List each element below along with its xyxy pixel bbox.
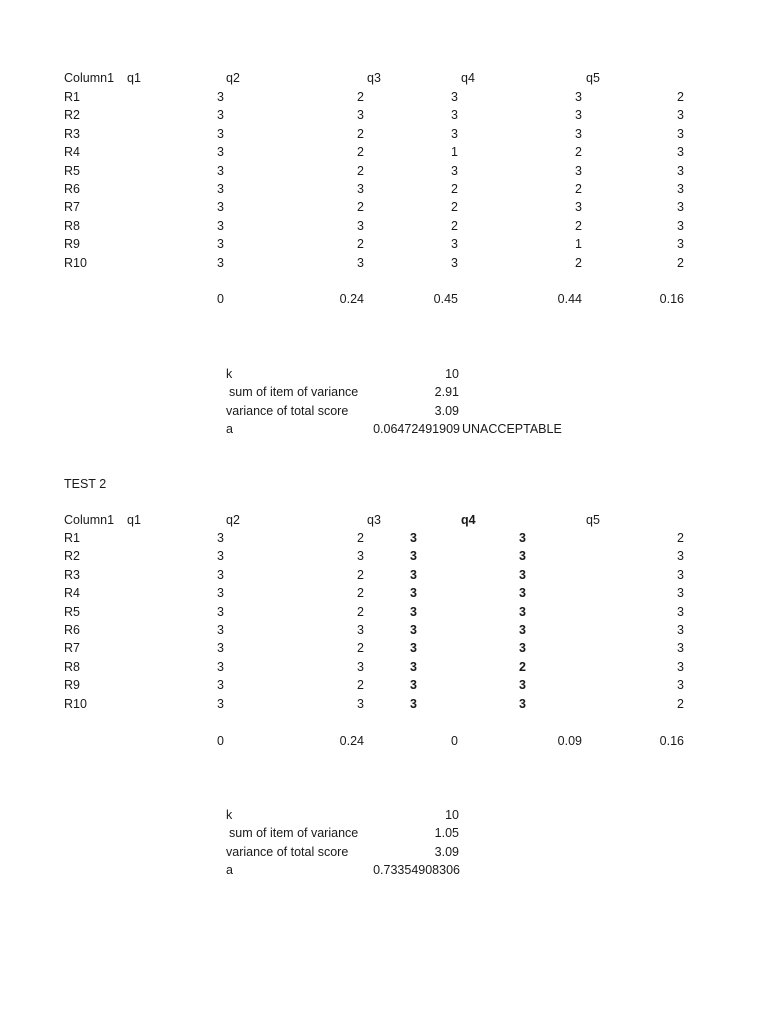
test1-variance-q1: 0 [217,292,224,306]
test2-cell: 3 [217,586,224,601]
test1-cell: 2 [451,182,458,196]
test1-cell: 3 [217,237,224,252]
test2-total-value: 3.09 [434,845,459,859]
test2-cell: 3 [519,678,526,693]
test2-row-label: R5 [64,604,80,619]
test1-cell: 3 [357,182,364,196]
test2-k-value: 10 [445,808,459,822]
test1-cell: 2 [357,163,364,178]
test2-cell: 3 [357,659,364,674]
test1-verdict: UNACCEPTABLE [462,422,562,436]
test1-a-value: 0.06472491909 [373,422,460,436]
test1-header-q2: q2 [226,71,240,85]
test1-cell: 3 [357,255,364,270]
test2-total-label: variance of total score [226,845,349,859]
test2-row-label: R6 [64,623,80,637]
test2-cell: 3 [357,549,364,564]
test1-cell: 3 [217,218,224,233]
test1-cell: 3 [575,90,582,104]
test2-cell: 2 [357,531,364,545]
test1-cell: 3 [451,90,458,104]
test2-cell: 3 [357,696,364,711]
test2-row-label: R2 [64,549,80,564]
test1-cell: 3 [451,255,458,270]
test1-header-q3: q3 [367,71,381,85]
test2-title: TEST 2 [64,477,107,491]
test2-cell: 2 [357,604,364,619]
test2-cell: 3 [217,549,224,564]
test2-cell: 3 [519,586,526,601]
test1-cell: 1 [575,237,582,252]
test1-cell: 2 [677,90,684,104]
test1-cell: 3 [677,200,684,215]
test1-row-label: R7 [64,200,80,215]
test1-cell: 2 [357,145,364,160]
test1-variance-q2: 0.24 [339,292,364,306]
test1-cell: 3 [217,145,224,160]
test2-row-label: R1 [64,531,80,545]
test1-variance-q4: 0.44 [557,292,582,306]
test2-row-label: R7 [64,641,80,656]
test2-header-column1: Column1 [64,513,115,527]
test1-row-label: R6 [64,182,80,196]
test2-cell: 3 [410,641,417,656]
test2-cell: 3 [677,623,684,637]
test2-cell: 3 [217,659,224,674]
test1-cell: 3 [451,108,458,123]
test1-header-column1: Column1 [64,71,115,85]
test2-header-q1: q1 [127,513,141,527]
test2-cell: 3 [217,567,224,582]
test2-cell: 3 [677,586,684,601]
test1-cell: 3 [575,108,582,123]
test1-row-label: R9 [64,237,80,252]
test2-cell: 2 [677,696,684,711]
test2-cell: 2 [357,641,364,656]
test2-cell: 3 [410,604,417,619]
test2-sum-label: sum of item of variance [229,826,359,840]
test2-cell: 3 [519,604,526,619]
test2-cell: 3 [217,604,224,619]
test2-variance-q2: 0.24 [339,734,364,748]
test2-cell: 3 [519,696,526,711]
test2-row-label: R8 [64,659,80,674]
test2-cell: 3 [519,623,526,637]
test1-a-label: a [226,422,233,436]
test2-a-value: 0.73354908306 [373,863,460,877]
test1-sum-label: sum of item of variance [229,385,359,399]
test1-cell: 2 [677,255,684,270]
test2-cell: 3 [410,586,417,601]
test1-cell: 3 [677,218,684,233]
test1-cell: 3 [451,237,458,252]
test2-cell: 3 [677,604,684,619]
test2-cell: 3 [410,678,417,693]
test1-cell: 2 [357,237,364,252]
test2-cell: 3 [410,623,417,637]
test1-k-value: 10 [445,367,459,381]
test2-variance-q1: 0 [217,734,224,748]
test1-cell: 2 [575,145,582,160]
test1-cell: 3 [217,108,224,123]
test2-cell: 3 [677,641,684,656]
test1-row-label: R2 [64,108,80,123]
test1-cell: 2 [357,126,364,141]
test2-sum-value: 1.05 [434,826,459,840]
test1-cell: 3 [575,200,582,215]
test1-cell: 3 [217,255,224,270]
test1-cell: 3 [357,218,364,233]
test2-variance-q3: 0 [451,734,458,748]
test2-cell: 3 [217,531,224,545]
test1-cell: 2 [575,182,582,196]
test2-cell: 2 [519,659,526,674]
test2-cell: 2 [357,567,364,582]
test2-cell: 3 [410,696,417,711]
test1-cell: 3 [217,90,224,104]
test2-cell: 3 [519,641,526,656]
test2-a-label: a [226,863,233,877]
test1-row-label: R4 [64,145,80,160]
test2-cell: 3 [217,641,224,656]
test2-header-q2: q2 [226,513,240,527]
test2-cell: 3 [217,623,224,637]
test1-cell: 2 [575,218,582,233]
test2-variance-q4: 0.09 [557,734,582,748]
test1-header-q5: q5 [586,71,600,85]
test1-row-label: R5 [64,163,80,178]
test1-sum-value: 2.91 [434,385,459,399]
test2-cell: 3 [410,531,417,545]
test2-row-label: R9 [64,678,80,693]
test2-k-label: k [226,808,233,822]
test1-cell: 3 [217,163,224,178]
test2-row-label: R3 [64,567,80,582]
test1-row-label: R8 [64,218,80,233]
test1-cell: 3 [677,182,684,196]
test1-cell: 2 [575,255,582,270]
test1-cell: 2 [451,200,458,215]
test1-cell: 2 [357,90,364,104]
test1-total-label: variance of total score [226,404,349,418]
test1-cell: 1 [451,145,458,160]
test1-variance-q5: 0.16 [659,292,684,306]
test2-cell: 3 [519,567,526,582]
test1-cell: 3 [217,126,224,141]
test2-header-q4: q4 [461,513,476,527]
test2-cell: 3 [217,696,224,711]
test2-cell: 2 [357,586,364,601]
test1-cell: 3 [357,108,364,123]
test2-cell: 3 [677,659,684,674]
test2-cell: 3 [410,567,417,582]
test1-cell: 3 [677,237,684,252]
test1-cell: 3 [217,182,224,196]
test1-cell: 3 [677,108,684,123]
test2-cell: 2 [357,678,364,693]
test1-header-q1: q1 [127,71,141,85]
test1-cell: 3 [451,126,458,141]
test1-row-label: R3 [64,126,80,141]
test2-cell: 3 [519,531,526,545]
test2-cell: 3 [519,549,526,564]
test2-cell: 3 [677,678,684,693]
test1-row-label: R10 [64,255,87,270]
test2-header-q5: q5 [586,513,600,527]
test1-k-label: k [226,367,233,381]
test2-cell: 3 [357,623,364,637]
test2-variance-q5: 0.16 [659,734,684,748]
test2-row-label: R4 [64,586,80,601]
test1-cell: 3 [451,163,458,178]
test2-cell: 3 [677,567,684,582]
test2-row-label: R10 [64,696,87,711]
test1-cell: 3 [217,200,224,215]
test2-cell: 2 [677,531,684,545]
test1-cell: 3 [575,163,582,178]
test1-cell: 2 [357,200,364,215]
test2-cell: 3 [677,549,684,564]
test2-cell: 3 [217,678,224,693]
test1-cell: 3 [677,163,684,178]
test1-total-value: 3.09 [434,404,459,418]
test2-cell: 3 [410,549,417,564]
test1-row-label: R1 [64,90,80,104]
test1-cell: 3 [677,126,684,141]
test1-header-q4: q4 [461,71,475,85]
test1-cell: 3 [575,126,582,141]
test1-cell: 2 [451,218,458,233]
test1-variance-q3: 0.45 [433,292,458,306]
test1-cell: 3 [677,145,684,160]
test2-cell: 3 [410,659,417,674]
test2-header-q3: q3 [367,513,381,527]
